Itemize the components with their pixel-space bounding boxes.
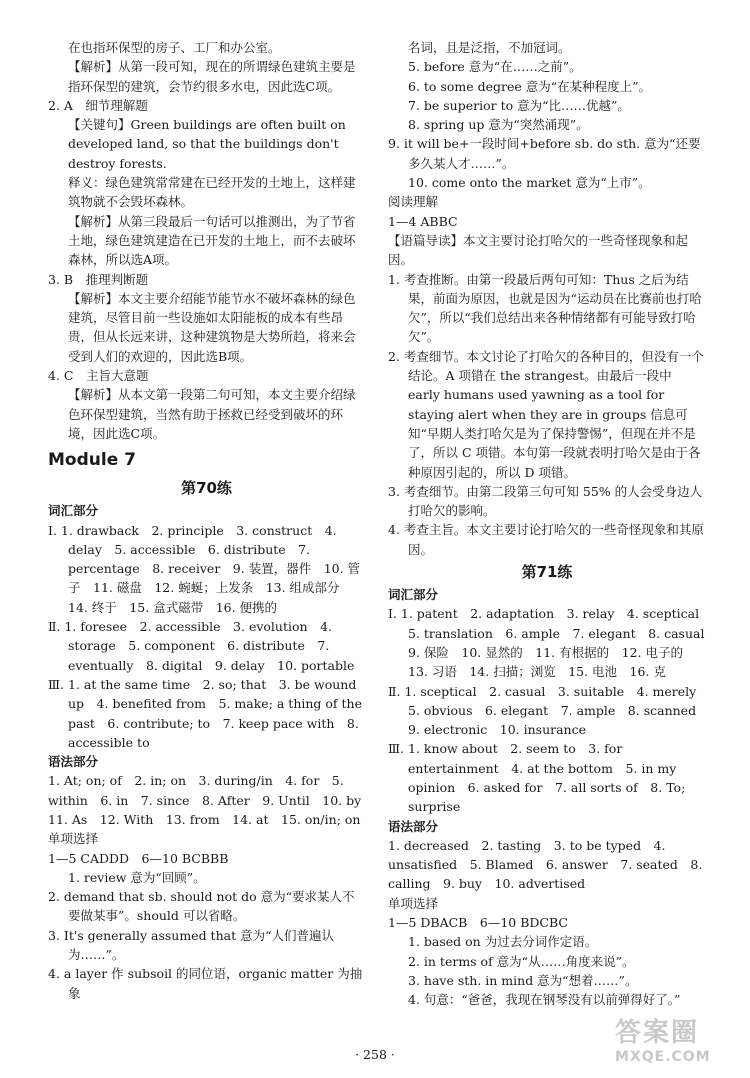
- right-line: 2. 考查细节。本文讨论了打哈欠的各种目的，但没有一个结论。A 项错在 the strangest。由最后一段中 early humans used yawning as a tool for staying alert when they are in groups 信息可知“早期人类打哈欠是为了保持警惕”，但现在并不是了，所以 C 项错。本句第一段就表明打哈欠是由于各种原因引起的，所以 D 项错。: [388, 348, 704, 480]
- right-line: 3. 考查细节。由第二段第三句可知 55% 的人会受身边人打哈欠的影响。: [388, 483, 703, 519]
- left-line: 3. B 推理判断题: [48, 271, 149, 287]
- left-line: 2. demand that sb. should not do 意为“要求某人不要做某事”。should 可以省略。: [48, 889, 355, 924]
- left-line: 词汇部分: [48, 503, 99, 519]
- right-line: 1—5 DBACB 6—10 BDCBC: [388, 915, 568, 931]
- left-column: [48, 38, 374, 1003]
- left-line: 语法部分: [48, 754, 99, 770]
- right-line: Ⅲ. 1. know about 2. seem to 3. for entertainment 4. at the bottom 5. in my opinion 6. asked for 7. all sorts of 8. To; surprise: [388, 741, 686, 815]
- right-line: 7. be superior to 意为“比……优越”。: [408, 97, 630, 113]
- right-line: 5. before 意为“在……之前”。: [408, 59, 582, 75]
- left-line: 【解析】从第三段最后一句话可以推测出，为了节省土地，绿色建筑建造在已开发的土地上，而不去破坏森林，所以选A项。: [68, 213, 356, 268]
- right-line: 单项选择: [388, 895, 439, 911]
- left-line: 2. A 细节理解题: [48, 97, 148, 113]
- left-line: Ⅰ. 1. drawback 2. principle 3. construct 4. delay 5. accessible 6. distribute 7. percentage 8. receiver 9. 装置，器件 10. 管子 11. 磁盘 12. 蜿蜒；上发条 13. 组成部分 14. 终于 15. 盒式磁带 16. 便携的: [48, 522, 361, 615]
- watermark-logo: [615, 1018, 740, 1074]
- left-line: 第70练: [181, 479, 232, 498]
- right-line: 词汇部分: [388, 587, 439, 603]
- right-line: 2. in terms of 意为“从……角度来说”。: [408, 953, 635, 969]
- right-line: 阅读理解: [388, 194, 439, 210]
- right-line: 3. have sth. in mind 意为“想着……”。: [408, 972, 638, 988]
- right-line: 1. 考查推断。由第一段最后两句可知：Thus 之后为结果，前面为原因，也就是因为“运动员在比赛前也打哈欠”，所以“我们总结出来各种情绪都有可能导致打哈欠”。: [388, 271, 702, 345]
- watermark-url: MXQE.COM: [615, 1049, 711, 1065]
- left-line: 【解析】本文主要介绍能节能节水不破坏森林的绿色建筑，尽管目前一些设施如太阳能板的成本有些昂贵，但从长远来讲，这种建筑物是大势所趋，将来会受到人们的欢迎的，因此选B项。: [68, 290, 356, 364]
- left-line: Ⅲ. 1. at the same time 2. so; that 3. be wound up 4. benefited from 5. make; a thing of the past 6. contribute; to 7. keep pace with 8. accessible to: [48, 676, 362, 750]
- left-line: 4. C 主旨大意题: [48, 368, 149, 384]
- right-line: 第71练: [521, 563, 573, 582]
- right-line: 【语篇导读】本文主要讨论打哈欠的一些奇怪现象和起因。: [388, 232, 689, 268]
- watermark-text: 答案圈: [615, 1018, 700, 1048]
- right-column: [388, 38, 717, 1010]
- left-line: 4. a layer 作 subsoil 的同位语，organic matter 为抽象: [48, 966, 363, 1001]
- right-line: 语法部分: [388, 818, 439, 834]
- left-line: Ⅱ. 1. foresee 2. accessible 3. evolution 4. storage 5. component 6. distribute 7. eventually 8. digital 9. delay 10. portable: [48, 619, 355, 673]
- right-line: Ⅱ. 1. sceptical 2. casual 3. suitable 4. merely 5. obvious 6. elegant 7. ample 8. scanned 9. electronic 10. insurance: [388, 683, 709, 738]
- right-line: 9. it will be+一段时间+before sb. do sth. 意为“还要多久某人才……”。: [388, 136, 701, 171]
- left-line: 【关键句】Green buildings are often built on developed land, so that the buildings don't destroy forests.: [68, 117, 346, 171]
- left-line: 释义：绿色建筑常常建在已经开发的土地上，这样建筑物就不会毁坏森林。: [68, 175, 356, 210]
- page-number: · 258 ·: [355, 1047, 395, 1062]
- left-line: 在也指环保型的房子、工厂和办公室。: [68, 40, 281, 55]
- right-line: 1. decreased 2. tasting 3. to be typed 4. unsatisfied 5. Blamed 6. answer 7. seated 8. calling 9. buy 10. advertised: [388, 837, 703, 892]
- right-line: 4. 考查主旨。本文主要讨论打哈欠的一些奇怪现象和其原因。: [388, 522, 704, 557]
- left-line: Module 7: [48, 450, 136, 471]
- left-line: 3. It's generally assumed that 意为“人们普遍认为……”。: [48, 927, 334, 963]
- left-line: 1—5 CADDD 6—10 BCBBB: [48, 850, 229, 866]
- right-line: 8. spring up 意为“突然涌现”。: [408, 117, 589, 133]
- right-line: 6. to some degree 意为“在某种程度上”。: [408, 78, 652, 94]
- right-line: 10. come onto the market 意为“上市”。: [408, 175, 651, 191]
- left-line: 1. At; on; of 2. in; on 3. during/in 4. for 5. within 6. in 7. since 8. After 9. Until 10. by 11. As 12. With 13. from 14. at 15. on/in; on: [48, 773, 374, 827]
- right-line: Ⅰ. 1. patent 2. adaptation 3. relay 4. sceptical 5. translation 6. ample 7. elegant 8. casual 9. 保险 10. 显然的 11. 有根据的 12. 电子的 13. 习语 14. 扫描；浏览 15. 电池 16. 克: [388, 606, 717, 680]
- left-line: 1. review 意为“回顾”。: [68, 869, 206, 885]
- left-line: 【解析】从第一段可知，现在的所谓绿色建筑主要是指环保型的建筑，会节约很多水电，因此选C项。: [68, 59, 356, 94]
- right-line: 4. 句意：“爸爸，我现在钢琴没有以前弹得好了。”: [408, 992, 681, 1008]
- left-line: 单项选择: [48, 831, 99, 847]
- right-line: 1. based on 为过去分词作定语。: [408, 934, 598, 950]
- right-line: 名词，且是泛指，不加冠词。: [408, 40, 571, 55]
- left-line: 【解析】从本文第一段第二句可知，本文主要介绍绿色环保型建筑，当然有助于拯救已经受到破坏的环境，因此选C项。: [68, 387, 356, 441]
- right-line: 1—4 ABBC: [388, 213, 458, 229]
